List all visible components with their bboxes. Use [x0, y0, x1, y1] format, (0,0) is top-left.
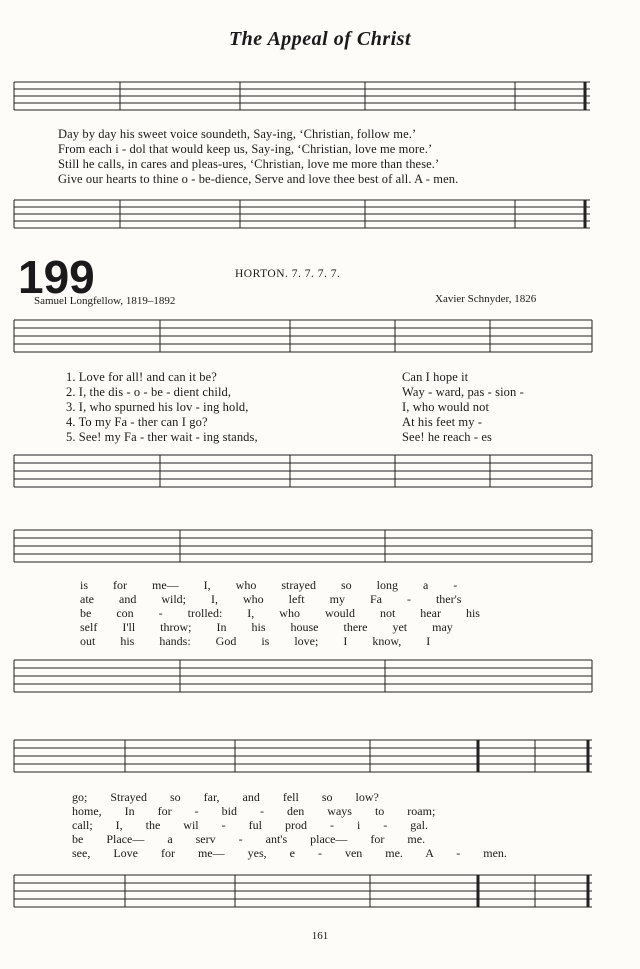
verse-line: 1. Love for all! and can it be? [66, 370, 217, 384]
verse-line: go; Strayed so far, and fell so low? [72, 790, 379, 804]
verse-line: 3. I, who spurned his lov - ing hold, [66, 400, 249, 414]
verse-line: self I'll throw; In his house there yet may [80, 620, 453, 634]
tune-name: HORTON. 7. 7. 7. 7. [235, 268, 341, 280]
verse-line: 5. See! my Fa - ther wait - ing stands, [66, 430, 258, 444]
verse-line: Can I hope it [402, 370, 469, 384]
verse-line: 4. To my Fa - ther can I go? [66, 415, 208, 429]
system2-bass-staff [0, 660, 640, 700]
verse-line: call; I, the wil - ful prod - i - gal. [72, 818, 428, 832]
verse-line: see, Love for me— yes, e - ven me. A - men. [72, 846, 507, 860]
system1-treble-staff [0, 320, 640, 360]
verse-line: At his feet my - [402, 415, 483, 429]
system1-bass-staff [0, 455, 640, 495]
verse-line: ate and wild; I, who left my Fa - ther's [80, 592, 462, 606]
verse-line: be con - trolled: I, who would not hear his [80, 606, 480, 620]
page-number: 161 [311, 930, 329, 942]
top-treble-staff [0, 82, 640, 122]
lyric-line: Day by day his sweet voice soundeth, Say-ing, ‘Christian, follow me.’ [58, 127, 417, 141]
lyric-line: Give our hearts to thine o - be-dience, Serve and love thee best of all. A - men. [58, 172, 459, 186]
author-credit: Samuel Longfellow, 1819–1892 [34, 295, 176, 307]
page-title: The Appeal of Christ [228, 28, 412, 50]
verse-line: I, who would not [402, 400, 490, 414]
system3-bass-staff [0, 875, 640, 915]
system2-treble-staff [0, 530, 640, 570]
top-bass-staff [0, 200, 640, 240]
composer-credit: Xavier Schnyder, 1826 [435, 293, 537, 305]
verse-line: home, In for - bid - den ways to roam; [72, 804, 436, 818]
verse-line: 2. I, the dis - o - be - dient child, [66, 385, 232, 399]
verse-line: is for me— I, who strayed so long a - [80, 578, 458, 592]
verse-line: be Place— a serv - ant's place— for me. [72, 832, 426, 846]
verse-line: See! he reach - es [402, 430, 492, 444]
hymn-number: 199 [18, 251, 95, 303]
lyric-line: Still he calls, in cares and pleas-ures, ‘Christian, love me more than these.’ [58, 157, 440, 171]
lyric-line: From each i - dol that would keep us, Say-ing, ‘Christian, love me more.’ [58, 142, 433, 156]
verse-line: Way - ward, pas - sion - [402, 385, 524, 399]
verse-line: out his hands: God is love; I know, I [80, 634, 431, 648]
system3-treble-staff [0, 740, 640, 780]
